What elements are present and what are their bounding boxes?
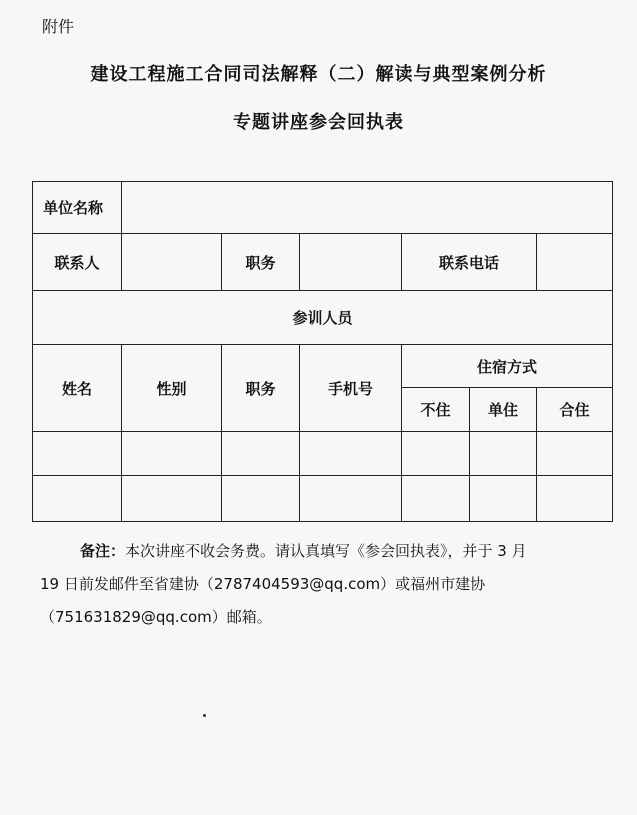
attendee-single-cell[interactable] (470, 476, 537, 522)
attendee-shared-cell[interactable] (537, 476, 613, 522)
remarks-paragraph (40, 535, 600, 634)
contact-position-label: 职务 (222, 234, 300, 291)
annex-label: 附件 (42, 17, 75, 36)
attendee-gender-cell[interactable] (122, 432, 222, 476)
attendee-no-stay-cell[interactable] (402, 476, 470, 522)
document-subtitle: 专题讲座参会回执表 (233, 112, 404, 133)
attendee-name-cell[interactable] (33, 476, 122, 522)
attendee-shared-cell[interactable] (537, 432, 613, 476)
column-lodging-shared: 合住 (537, 388, 613, 432)
table-row (33, 432, 613, 476)
attendees-label: 参训人员 (33, 291, 613, 345)
unit-name-field[interactable] (122, 182, 613, 234)
attendees-header-row (33, 291, 613, 345)
contact-phone-field[interactable] (537, 234, 613, 291)
column-gender: 性别 (122, 345, 222, 432)
remarks-text-1: 本次讲座不收会务费。请认真填写《参会回执表》，并于 3 月 (125, 542, 527, 560)
contact-person-label: 联系人 (33, 234, 122, 291)
attendee-no-stay-cell[interactable] (402, 432, 470, 476)
remarks-line-1 (40, 535, 600, 568)
attendee-mobile-cell[interactable] (300, 432, 402, 476)
column-lodging-single: 单住 (470, 388, 537, 432)
column-lodging-no-stay: 不住 (402, 388, 470, 432)
remarks-label: 备注： (80, 542, 126, 560)
unit-name-row (33, 182, 613, 234)
contact-phone-label: 联系电话 (402, 234, 537, 291)
contact-row (33, 234, 613, 291)
unit-name-label: 单位名称 (33, 182, 122, 234)
column-name: 姓名 (33, 345, 122, 432)
attendee-position-cell[interactable] (222, 432, 300, 476)
attendee-single-cell[interactable] (470, 432, 537, 476)
remarks-line-2: 19 日前发邮件至省建协（2787404593@qq.com）或福州市建协 (40, 575, 486, 593)
column-mobile: 手机号 (300, 345, 402, 432)
attendee-mobile-cell[interactable] (300, 476, 402, 522)
attendee-gender-cell[interactable] (122, 476, 222, 522)
column-position: 职务 (222, 345, 300, 432)
attendee-name-cell[interactable] (33, 432, 122, 476)
table-row (33, 476, 613, 522)
column-lodging: 住宿方式 (402, 345, 613, 388)
column-header-row (33, 345, 613, 388)
document-title: 建设工程施工合同司法解释（二）解读与典型案例分析 (90, 64, 547, 85)
remarks-line-3: （751631829@qq.com）邮箱。 (40, 608, 272, 626)
contact-person-field[interactable] (122, 234, 222, 291)
stray-mark (203, 714, 206, 717)
contact-position-field[interactable] (300, 234, 402, 291)
attendee-position-cell[interactable] (222, 476, 300, 522)
registration-form-table (32, 181, 613, 522)
